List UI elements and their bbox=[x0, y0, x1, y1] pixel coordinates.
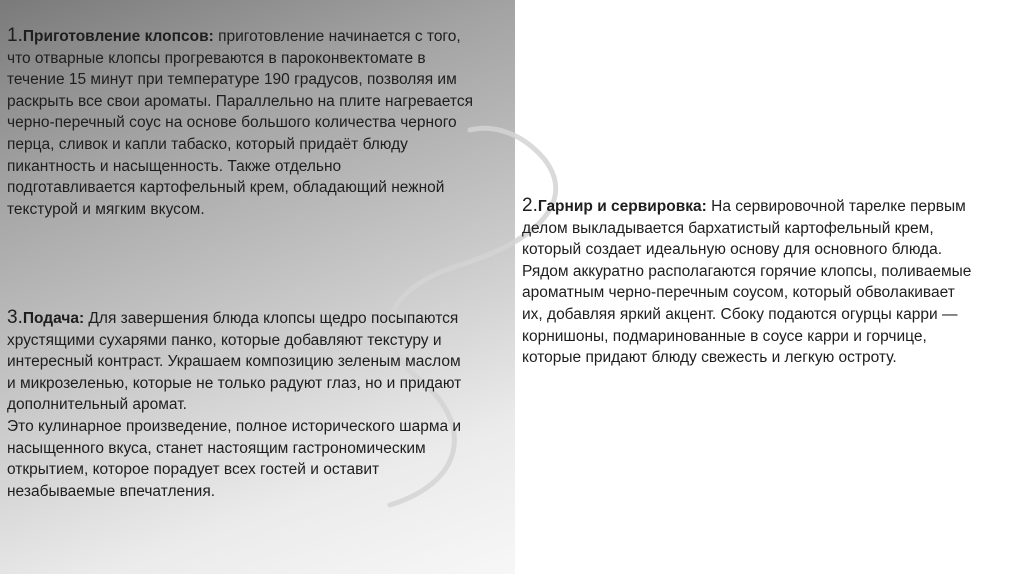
text-line: подготавливается картофельный крем, обладающий нежной bbox=[7, 179, 445, 197]
text-line: незабываемые впечатления. bbox=[7, 482, 216, 500]
text-line: течение 15 минут при температуре 190 градусов, позволяя им bbox=[7, 71, 457, 89]
text-line: Рядом аккуратно располагаются горячие клопсы, поливаемые bbox=[522, 262, 972, 280]
text-line: их, добавляя яркий акцент. Сбоку подаются огурцы карри — bbox=[522, 305, 958, 323]
text-line: открытием, которое порадует всех гостей и оставит bbox=[7, 461, 380, 479]
section-number: 1. bbox=[7, 25, 23, 46]
text-line: Это кулинарное произведение, полное исторического шарма и bbox=[7, 417, 462, 435]
text-line: раскрыть все свои ароматы. Параллельно на плите нагревается bbox=[7, 92, 473, 110]
text-line: пикантность и насыщенность. Также отдельно bbox=[7, 157, 342, 175]
text-line: На сервировочной тарелке первым bbox=[706, 198, 966, 215]
text-line: и микрозеленью, которые не только радуют глаз, но и придают bbox=[7, 374, 462, 392]
text-line: хрустящими сухарями панко, которые добавляют текстуру и bbox=[7, 331, 442, 349]
section-garnish-serving bbox=[522, 195, 1012, 369]
text-line: корнишоны, подмаринованные в соусе карри и горчице, bbox=[522, 327, 927, 345]
text-line: Для завершения блюда клопсы щедро посыпаются bbox=[84, 310, 459, 327]
text-line: дополнительный аромат. bbox=[7, 396, 187, 414]
section-serving bbox=[7, 307, 512, 502]
text-line: черно-перечный соус на основе большого количества черного bbox=[7, 114, 457, 132]
section-preparation bbox=[7, 25, 512, 220]
text-line: делом выкладывается бархатистый картофельный крем, bbox=[522, 219, 934, 237]
text-line: насыщенного вкуса, станет настоящим гастрономическим bbox=[7, 439, 426, 457]
text-line: которые придают блюду свежесть и легкую остроту. bbox=[522, 349, 897, 367]
section-number: 3. bbox=[7, 307, 23, 328]
text-line: который создает идеальную основу для основного блюда. bbox=[522, 241, 943, 259]
text-line: ароматным черно-перечным соусом, который обволакивает bbox=[522, 284, 955, 302]
section-number: 2. bbox=[522, 195, 538, 216]
text-line: приготовление начинается с того, bbox=[213, 28, 461, 45]
section-heading: Гарнир и сервировка: bbox=[537, 198, 707, 215]
text-line: текстурой и мягким вкусом. bbox=[7, 200, 205, 218]
text-line: что отварные клопсы прогреваются в пароконвектомате в bbox=[7, 49, 426, 67]
text-line: перца, сливок и капли табаско, который придаёт блюду bbox=[7, 135, 408, 153]
section-heading: Приготовление клопсов: bbox=[22, 28, 214, 45]
text-line: интересный контраст. Украшаем композицию зеленым маслом bbox=[7, 353, 461, 371]
section-heading: Подача: bbox=[22, 310, 85, 327]
